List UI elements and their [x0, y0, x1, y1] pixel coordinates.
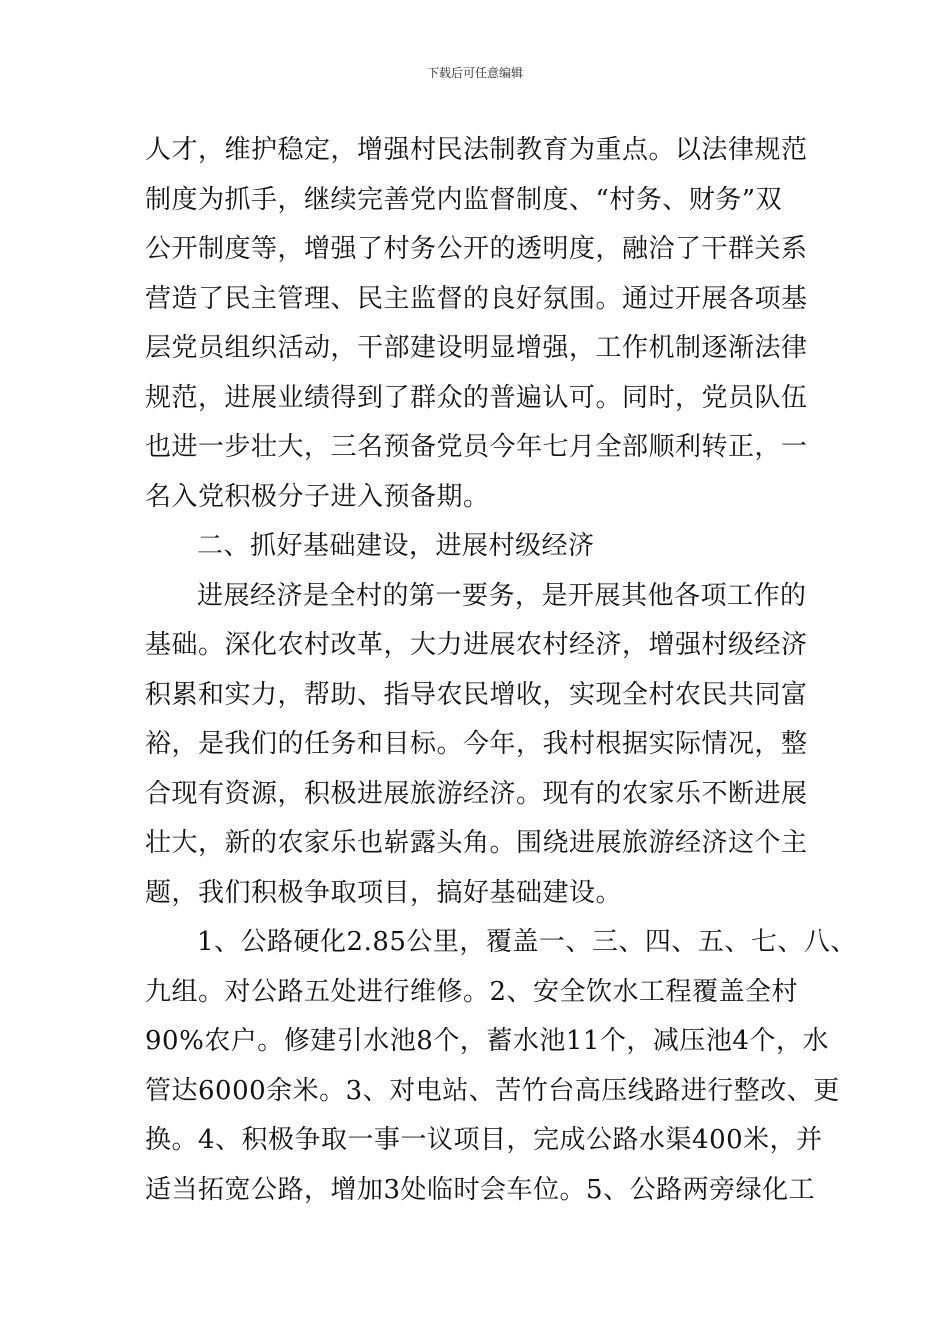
paragraph-line: 制度为抓手，继续完善党内监督制度、“村务、财务”双	[145, 184, 783, 215]
paragraph-line: 壮大，新的农家乐也崭露头角。围绕进展旅游经济这个主	[145, 828, 808, 858]
paragraph-line: 积累和实力，帮助、指导农民增收，实现全村农民共同富	[145, 679, 808, 710]
paragraph-line: 人才，维护稳定，增强村民法制教育为重点。以法律规范	[145, 135, 808, 165]
paragraph-line: 层党员组织活动，干部建设明显增强，工作机制逐渐法律	[145, 333, 808, 363]
paragraph-line: 营造了民主管理、民主监督的良好氛围。通过开展各项基	[145, 283, 808, 314]
section-heading: 二、抓好基础建设，进展村级经济	[197, 531, 595, 561]
paragraph-line: 适当拓宽公路，增加3处临时会车位。5、公路两旁绿化工	[145, 1174, 816, 1205]
paragraph-line: 规范，进展业绩得到了群众的普遍认可。同时，党员队伍	[145, 382, 808, 413]
paragraph-line: 90%农户。修建引水池8个，蓄水池11个，减压池4个，水	[145, 1026, 829, 1056]
paragraph-line: 基础。深化农村改革，大力进展农村经济，增强村级经济	[145, 630, 808, 660]
paragraph-line: 1、公路硬化2.85公里，覆盖一、三、四、五、七、八、	[197, 927, 857, 957]
paragraph-line: 合现有资源，积极进展旅游经济。现有的农家乐不断进展	[145, 778, 808, 809]
paragraph-line: 裕，是我们的任务和目标。今年，我村根据实际情况，整	[145, 729, 808, 759]
paragraph-line: 也进一步壮大，三名预备党员今年七月全部顺利转正，一	[145, 432, 808, 462]
document-body	[145, 126, 857, 1215]
paragraph-line: 名入党积极分子进入预备期。	[145, 481, 490, 512]
paragraph-line: 进展经济是全村的第一要务，是开展其他各项工作的	[197, 580, 807, 611]
paragraph-line: 题，我们积极争取项目，搞好基础建设。	[145, 877, 623, 908]
paragraph-line: 换。4、积极争取一事一议项目，完成公路水渠400米，并	[145, 1125, 823, 1155]
page-header-note: 下载后可任意编辑	[426, 66, 523, 80]
paragraph-line: 管达6000余米。3、对电站、苦竹台高压线路进行整改、更	[145, 1075, 840, 1106]
paragraph-line: 公开制度等，增强了村务公开的透明度，融洽了干群关系	[145, 234, 808, 264]
paragraph-line: 九组。对公路五处进行维修。2、安全饮水工程覆盖全村	[145, 976, 799, 1007]
